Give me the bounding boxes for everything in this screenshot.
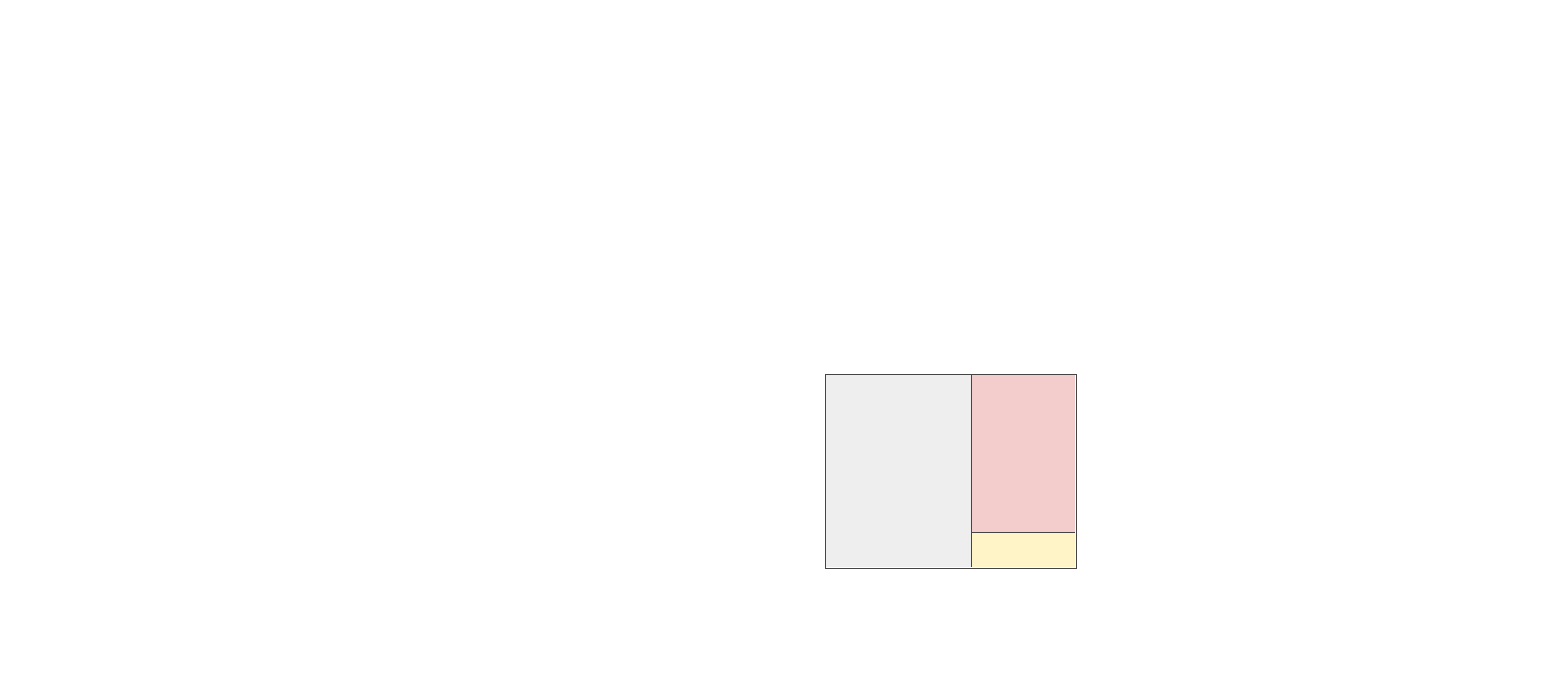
arxiv-date-stamp xyxy=(5,400,65,690)
kv-cache-block xyxy=(972,375,1075,533)
memory-layout-figure xyxy=(825,374,1077,569)
parameters-block xyxy=(826,375,972,567)
memory-throughput-charts xyxy=(1100,318,1540,668)
others-block xyxy=(972,533,1075,567)
